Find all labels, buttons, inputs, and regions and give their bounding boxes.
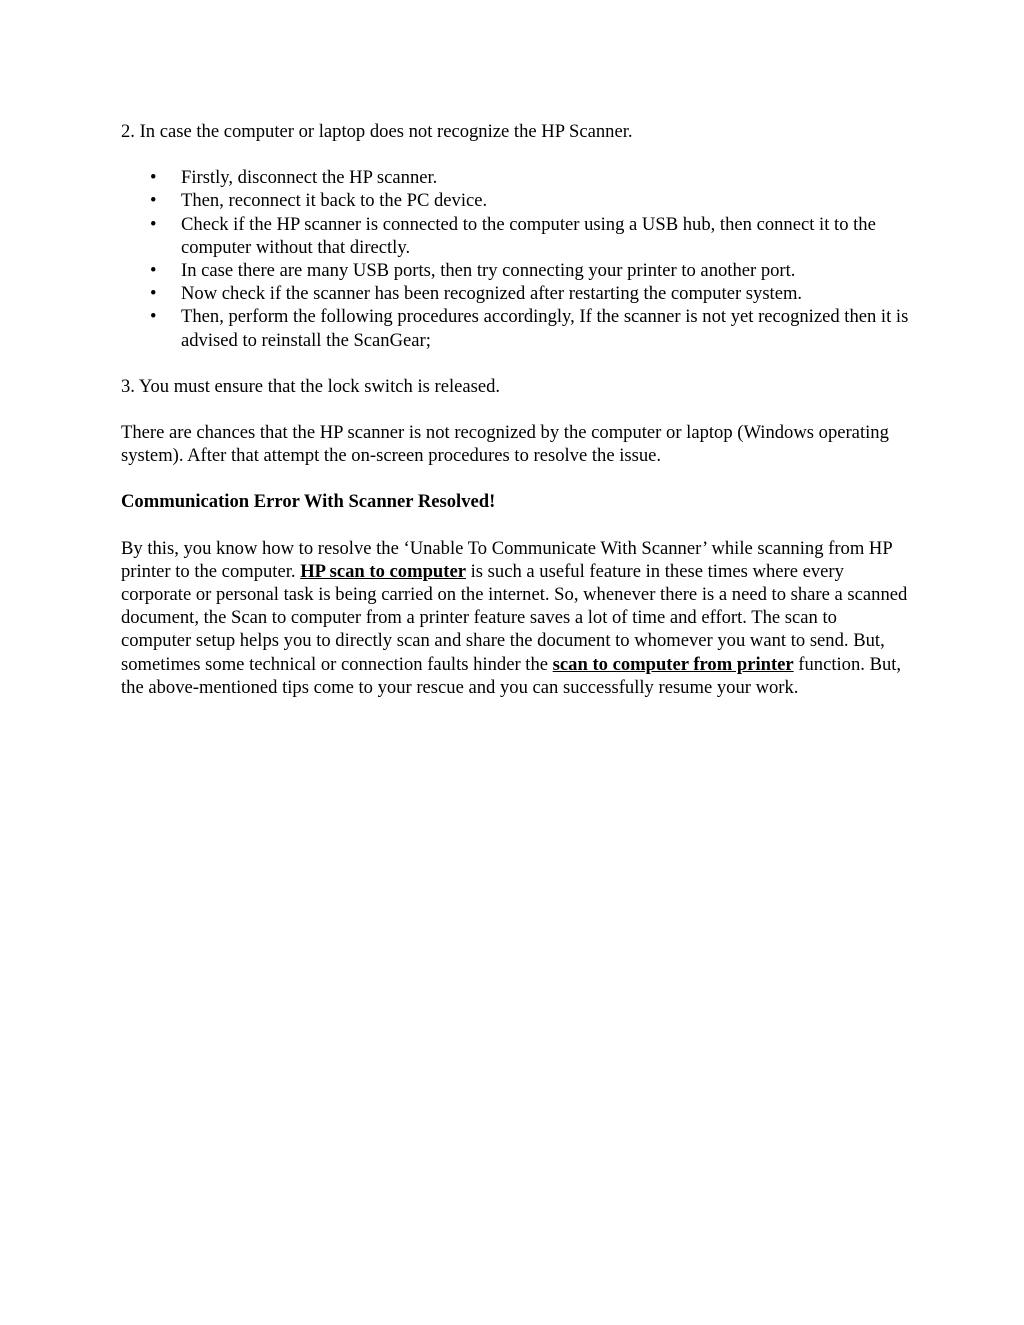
list-item [121, 189, 911, 212]
conclusion-text-3: function. But, the above-mentioned tips come to your rescue and you can successfully resume your work. [121, 653, 902, 698]
list-item-text: Check if the HP scanner is connected to the computer using a USB hub, then connect it to the computer without that directly. [181, 213, 876, 258]
step3-paragraph: 3. You must ensure that the lock switch is released. [121, 375, 501, 397]
bullet-icon: • [150, 283, 157, 305]
document-page [121, 120, 911, 699]
list-item-text: Then, perform the following procedures accordingly, If the scanner is not yet recognized then it is advised to reinstall the ScanGear; [181, 306, 909, 351]
list-item-text: Firstly, disconnect the HP scanner. [181, 167, 438, 189]
bullet-icon: • [150, 306, 157, 328]
bullet-icon: • [150, 260, 157, 282]
list-item-text: Then, reconnect it back to the PC device. [181, 190, 488, 212]
list-item-text: In case there are many USB ports, then try connecting your printer to another port. [181, 260, 796, 282]
list-item [121, 213, 911, 259]
bullet-icon: • [150, 213, 157, 235]
list-item [121, 282, 911, 305]
conclusion-text-1: By this, you know how to resolve the ‘Unable To Communicate With Scanner’ while scanning from HP printer to the computer. [121, 537, 893, 582]
list-item [121, 259, 911, 282]
section-heading: Communication Error With Scanner Resolved! [121, 491, 496, 513]
bullet-icon: • [150, 190, 157, 212]
conclusion-paragraph [121, 537, 911, 699]
hp-scan-to-computer-link[interactable]: HP scan to computer [300, 560, 466, 582]
bullet-icon: • [150, 167, 157, 189]
chances-paragraph: There are chances that the HP scanner is not recognized by the computer or laptop (Windows operating system). After that attempt the on-screen procedures to resolve the issue. [121, 422, 889, 467]
conclusion-text-2: is such a useful feature in these times where every corporate or personal task is being carried on the internet. So, whenever there is a need to share a scanned document, the Scan to computer from a printer feature saves a lot of time and effort. The scan to computer setup helps you to directly scan and share the document to whomever you want to send. But, sometimes some technical or connection faults hinder the [121, 560, 908, 675]
troubleshooting-list [121, 166, 911, 352]
list-item [121, 166, 911, 189]
intro-paragraph: 2. In case the computer or laptop does not recognize the HP Scanner. [121, 121, 633, 142]
list-item [121, 305, 911, 351]
scan-to-computer-from-printer-link[interactable]: scan to computer from printer [552, 653, 794, 675]
list-item-text: Now check if the scanner has been recognized after restarting the computer system. [181, 283, 803, 305]
